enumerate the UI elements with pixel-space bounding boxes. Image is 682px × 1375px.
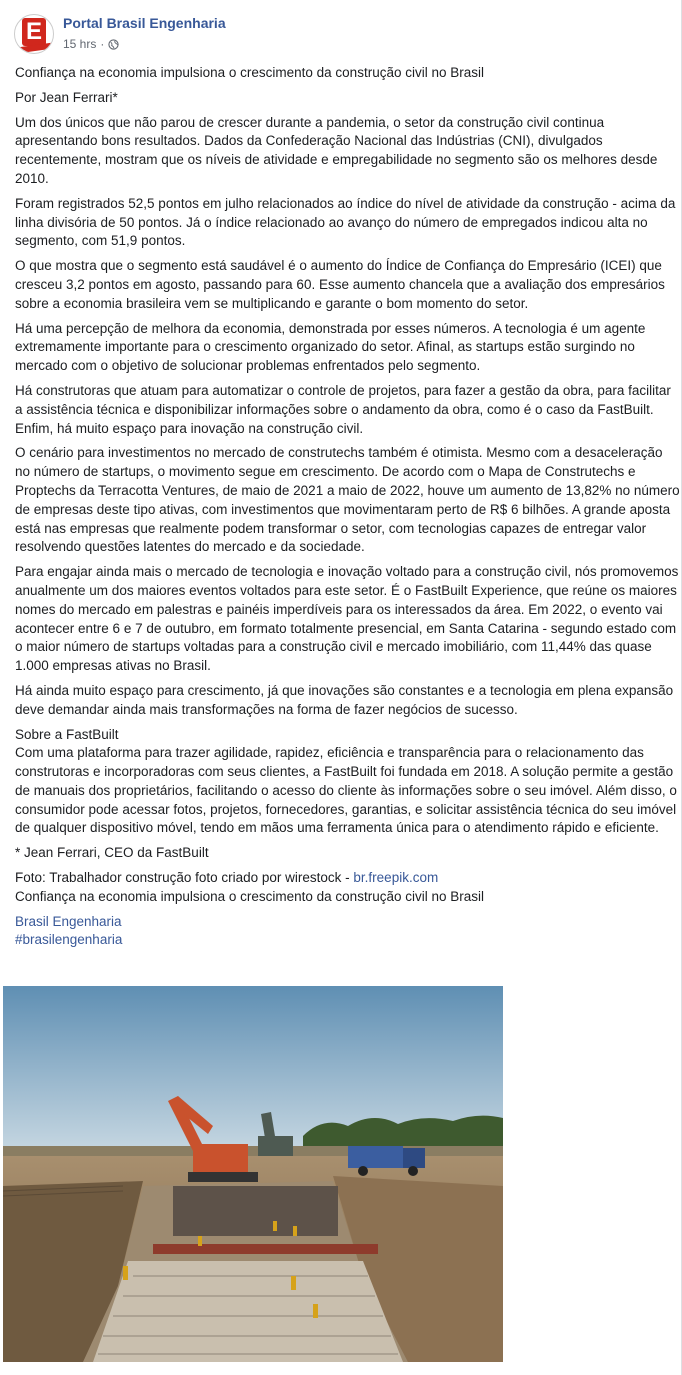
photo-credit-text: Foto: Trabalhador construção foto criado por wirestock - bbox=[15, 870, 354, 886]
post-byline: Por Jean Ferrari* bbox=[15, 89, 118, 105]
freepik-link[interactable]: br.freepik.com bbox=[353, 870, 439, 886]
post-meta bbox=[63, 37, 119, 51]
hashtag-line bbox=[15, 931, 681, 950]
page-name-link[interactable]: Portal Brasil Engenharia bbox=[63, 15, 226, 31]
globe-icon[interactable] bbox=[108, 39, 119, 50]
post-headline: Confiança na economia impulsiona o crescimento da construção civil no Brasil bbox=[15, 65, 484, 80]
headline-repeat: Confiança na economia impulsiona o crescimento da construção civil no Brasil bbox=[15, 888, 484, 904]
paragraph-2: Foram registrados 52,5 pontos em julho relacionados ao índice do nível de atividade da construção - acima da linha divisória de 50 pontos. Já o índice relacionado ao avanço do número de empregados indicou alta no segmento, com 51,9 pontos. bbox=[15, 195, 676, 249]
post-body bbox=[15, 64, 681, 956]
post-timestamp[interactable]: 15 hrs bbox=[63, 37, 97, 51]
brasil-engenharia-link[interactable]: Brasil Engenharia bbox=[15, 913, 122, 929]
about-title: Sobre a FastBuilt bbox=[15, 726, 119, 742]
post-photo[interactable] bbox=[3, 986, 503, 1362]
paragraph-7: Para engajar ainda mais o mercado de tecnologia e inovação voltado para a construção civil, nós promovemos anualmente um dos maiores eventos voltados para este setor. É o FastBuilt Experience, que reúne os maiores nomes do mercado em palestras e painéis imperdíveis para os interessados da área. Em 2022, o evento vai acontecer entre 6 e 7 de outubro, em formato totalmente presencial, em Santa Catarina - segundo estado com o maior número de startups voltadas para a construção civil e mercado imobiliário, com 11,44% das quase 1.000 empresas ativas no Brasil. bbox=[15, 564, 679, 674]
about-text: Com uma plataforma para trazer agilidade, rapidez, eficiência e transparência para o relacionamento das construtoras e incorporadoras com seus clientes, a FastBuilt foi fundada em 2018. A solução permite a gestão de manuais dos proprietários, facilitando o acesso do cliente às informações sobre o seu imóvel. Além disso, o consumidor pode acessar fotos, projetos, fornecedores, garantias, e solicitar assistência técnica do seu imóvel de qualquer dispositivo móvel, tendo em mãos uma ferramenta única para o atendimento rápido e eficiente. bbox=[15, 745, 677, 836]
paragraph-3: O que mostra que o segmento está saudável é o aumento do Índice de Confiança do Empresário (ICEI) que cresceu 3,2 pontos em agosto, passando para 60. Esse aumento chancela que a avaliação dos empresários sobre a economia brasileira vem se multiplicando e garante o bom momento do setor. bbox=[15, 258, 665, 311]
paragraph-6: O cenário para investimentos no mercado de construtechs também é otimista. Mesmo com a desaceleração no número de startups, o movimento segue em crescimento. De acordo com o Mapa de Construtechs e Proptechs da Terracotta Ventures, de maio de 2021 a maio de 2022, houve um aumento de 13,82% no número de empresas deste tipo ativas, com investimentos que movimentaram perto de R$ 6 bilhões. A grande aposta está nas empresas que realmente podem transformar o setor, com tecnologias capazes de entregar valor resolvendo questões latentes do mercado e da sociedade. bbox=[15, 445, 680, 555]
paragraph-1: Um dos únicos que não parou de crescer durante a pandemia, o setor da construção civil continua apresentando bons resultados. Dados da Confederação Nacional das Indústrias (CNI), divulgados recentemente, mostram que os níveis de atividade e empregabilidade no segmento são os melhores desde 2010. bbox=[15, 114, 658, 186]
avatar-logo-letter: E bbox=[22, 18, 46, 46]
paragraph-5: Há construtoras que atuam para automatizar o controle de projetos, para fazer a gestão da obra, para facilitar a assistência técnica e disponibilizar informações sobre o andamento da obra, como é o caso da FastBuilt. Enfim, há muito espaço para inovação na construção civil. bbox=[15, 382, 671, 436]
hashtag-link[interactable]: #brasilengenharia bbox=[15, 932, 123, 948]
construction-site-image bbox=[3, 986, 503, 1362]
tag-page-line bbox=[15, 913, 681, 932]
paragraph-8: Há ainda muito espaço para crescimento, já que inovações são constantes e a tecnologia em plena expansão deve demandar ainda mais transformações na forma de fazer negócios de sucesso. bbox=[15, 682, 674, 717]
author-note: * Jean Ferrari, CEO da FastBuilt bbox=[15, 845, 209, 861]
page-avatar[interactable] bbox=[14, 14, 54, 54]
paragraph-4: Há uma percepção de melhora da economia, demonstrada por esses números. A tecnologia é um agente extremamente importante para o crescimento organizado do setor. Afinal, as startups estão surgindo no mercado com o objetivo de solucionar problemas enfrentados pelo segmento. bbox=[15, 320, 646, 374]
meta-separator: · bbox=[100, 37, 105, 51]
photo-credit bbox=[15, 869, 681, 888]
